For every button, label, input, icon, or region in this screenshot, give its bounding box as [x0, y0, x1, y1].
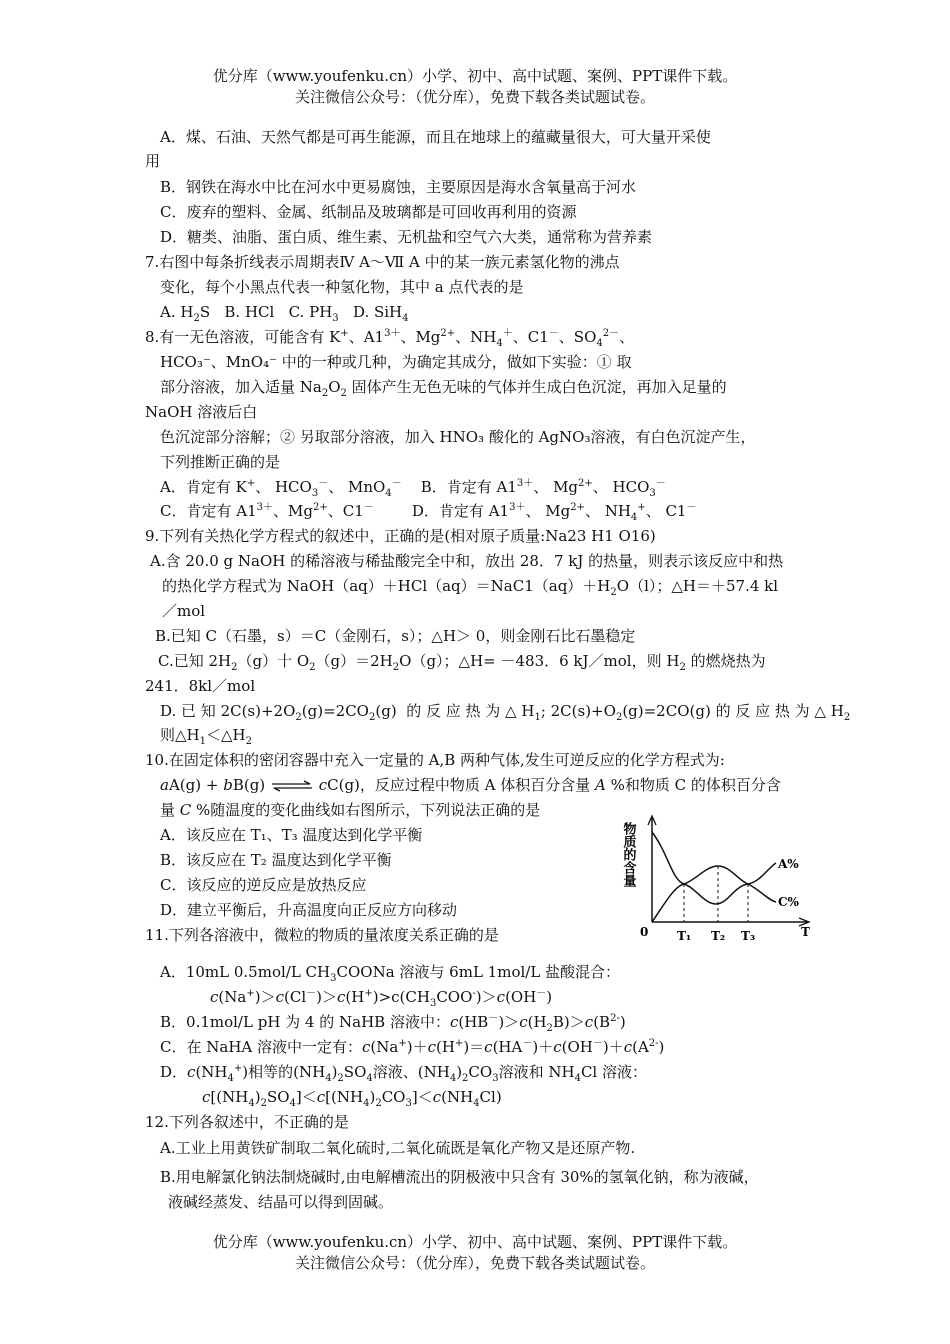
q10-option-a: A．该反应在 T₁、T₃ 温度达到化学平衡	[160, 826, 423, 844]
q8-stem-line5: 色沉淀部分溶解；② 另取部分溶液，加入 HNO₃ 酸化的 AgNO₃溶液，有白色沉淀产生，	[160, 428, 756, 446]
footer-line-1: 优分库（www.youfenku.cn）小学、初中、高中试题、案例、PPT课件下载。	[212, 1233, 738, 1251]
q9-option-c: C.已知 $2H_2(g)$十 $O_2(g)=2H_2O(g)$；△H= －483．6 kJ／mol，则 $H_2$ 的燃烧热为	[158, 652, 766, 673]
chart-origin: 0	[640, 925, 649, 939]
chart-tick-t1: T₁	[677, 929, 692, 943]
chart-tick-t3: T₃	[741, 929, 756, 943]
q11-stem: 11.下列各溶液中，微粒的物质的量浓度关系正确的是	[145, 926, 499, 944]
q11-option-a: A．10mL 0.5mol/L $CH_3COONa$ 溶液与 6mL 1mol/L 盐酸混合：	[160, 963, 621, 984]
q9-option-c-cont: 241．8kl／mol	[145, 677, 256, 695]
q11-option-b: B．0.1mol/L pH 为 4 的 NaHB 溶液中：$c(HB^-)>c(H_2B)>c(B^{2-})$	[160, 1013, 626, 1034]
q8-options-ab: A．肯定有 K+、 $HCO_3^-$、 MnO$_4$－ B．肯定有 $A1^{3+}$、 $Mg^{2+}$、 $HCO_3^-$	[160, 478, 666, 499]
chart-x-label: T	[801, 925, 810, 939]
q9-option-b: B.已知 C（石墨，s）＝C（金刚石，s）；△H＞ 0，则金刚石比石墨稳定	[155, 627, 636, 645]
q12-option-b: B.用电解氯化钠法制烧碱时,由电解槽流出的阴极液中只含有 30%的氢氧化钠，称为液碱，	[160, 1168, 759, 1186]
header-line-1: 优分库（www.youfenku.cn）小学、初中、高中试题、案例、PPT课件下载。	[212, 67, 738, 85]
q10-option-b: B．该反应在 T₂ 温度达到化学平衡	[160, 851, 392, 869]
q10-option-c: C．该反应的逆反应是放热反应	[160, 876, 367, 894]
q8-options-cd: C．肯定有 $A1^{3+}$、$Mg^{2+}$、C1－ D．肯定有 $A1^{3+}$、 $Mg^{2+}$、 $NH_4^+$、 C1－	[160, 502, 697, 523]
q7-options: A. $H_2S$ B. HCl C. $PH_3$ D. SiH$_4$	[160, 303, 409, 324]
q8-stem: 8.有一无色溶液，可能含有 K+、$A1^{3+}$、$Mg^{2+}$、$NH_4^+$、C1－、$SO_4^{2-}$、	[145, 328, 635, 349]
q7-stem-cont: 变化，每个小黑点代表一种氢化物，其中 a 点代表的是	[160, 278, 524, 296]
q10-temperature-chart	[620, 808, 818, 948]
q12-option-b-cont: 液碱经蒸发、结晶可以得到固碱。	[168, 1193, 394, 1211]
q9-option-a-cont2: ／mol	[162, 602, 206, 620]
q6-option-d: D．糖类、油脂、蛋白质、维生素、无机盐和空气六大类，通常称为营养素	[160, 228, 653, 246]
q12-stem: 12.下列各叙述中，不正确的是	[145, 1113, 349, 1131]
q9-option-d: D. 已 知 $2C(s)+2O_2(g)=2CO_2(g)$ 的 反 应 热 为 △ $H_1$; $2C(s)+O_2(g)=2CO(g)$ 的 反 应 热 为 △ $H_2$	[160, 702, 851, 723]
q9-option-a-cont: 的热化学方程式为 $NaOH(aq)+HCl(aq)=NaC1(aq)+H_2O(l)$；△H＝＋57.4 kl	[162, 577, 779, 598]
chart-y-label: 物质的含量	[620, 822, 636, 887]
chart-legend-a: A%	[778, 857, 799, 871]
q9-option-a: A.含 20.0 g NaOH 的稀溶液与稀盐酸完全中和，放出 28．7 kJ 的热量，则表示该反应中和热	[150, 552, 784, 570]
q9-option-d-cont: 则$\triangle H_1<\triangle H_2$	[160, 726, 252, 747]
q9-stem: 9.下列有关热化学方程式的叙述中，正确的是(相对原子质量:Na23 H1 O16)	[145, 527, 656, 545]
q10-stem: 10.在固定体积的密闭容器中充入一定量的 A,B 两种气体,发生可逆反应的化学方程式为:	[145, 751, 725, 769]
q6-option-b: B．钢铁在海水中比在河水中更易腐蚀，主要原因是海水含氧量高于河水	[160, 178, 637, 196]
q8-stem-line4: NaOH 溶液后白	[145, 403, 258, 421]
q10-option-d: D．建立平衡后，升高温度向正反应方向移动	[160, 901, 458, 919]
q11-option-c: C．在 NaHA 溶液中一定有：$c(Na^+)+c(H^+)=c(HA^-)+c(OH^-)+c(A^{2-})$	[160, 1038, 665, 1056]
q12-option-a: A.工业上用黄铁矿制取二氧化硫时,二氧化硫既是氧化产物又是还原产物.	[160, 1139, 636, 1157]
equilibrium-arrow-icon	[270, 780, 314, 792]
q10-equation: aA(g) + bB(g) cC(g)，反应过程中物质 A 体积百分含量 A %和物质 C 的体积百分含	[160, 776, 781, 794]
q8-stem-line2: HCO₃⁻、MnO₄⁻ 中的一种或几种，为确定其成分，做如下实验：① 取	[160, 353, 632, 371]
q6-option-a: A．煤、石油、天然气都是可再生能源，而且在地球上的蕴藏量很大，可大量开采使	[160, 128, 711, 146]
chart-series-c-percent	[652, 866, 776, 922]
q11-option-d: D．$c(NH_4^+)$相等的$(NH_4)_2SO_4$溶液、$(NH_4)_2CO_3$溶液和 $NH_4Cl$ 溶液：	[160, 1063, 647, 1084]
footer-line-2: 关注微信公众号：（优分库），免费下载各类试题试卷。	[294, 1254, 655, 1272]
q6-option-a-cont: 用	[145, 152, 161, 170]
q11-option-a-cont: $c(Na^+)>c(Cl^-)>c(H^+)>c(CH_3COO^-)>c(OH^-)$	[210, 988, 553, 1009]
q10-stem-cont: 量 C %随温度的变化曲线如右图所示，下列说法正确的是	[160, 801, 541, 819]
q11-option-d-cont: $c[(NH_4)_2SO_4]<c[(NH_4)_2CO_3]<c(NH_4Cl)$	[202, 1088, 502, 1109]
header-line-2: 关注微信公众号：（优分库），免费下载各类试题试卷。	[294, 88, 655, 106]
q6-option-c: C．废弃的塑料、金属、纸制品及玻璃都是可回收再利用的资源	[160, 203, 577, 221]
q7-stem: 7.右图中每条折线表示周期表Ⅳ A～Ⅶ A 中的某一族元素氢化物的沸点	[145, 253, 620, 271]
chart-legend-c: C%	[778, 895, 799, 909]
q8-stem-line3: 部分溶液，加入适量 $Na_2O_2$ 固体产生无色无味的气体并生成白色沉淀，再加入足量的	[160, 378, 727, 399]
q8-stem-line6: 下列推断正确的是	[160, 453, 281, 471]
chart-tick-t2: T₂	[711, 929, 726, 943]
chart-series-a-percent	[652, 832, 776, 904]
